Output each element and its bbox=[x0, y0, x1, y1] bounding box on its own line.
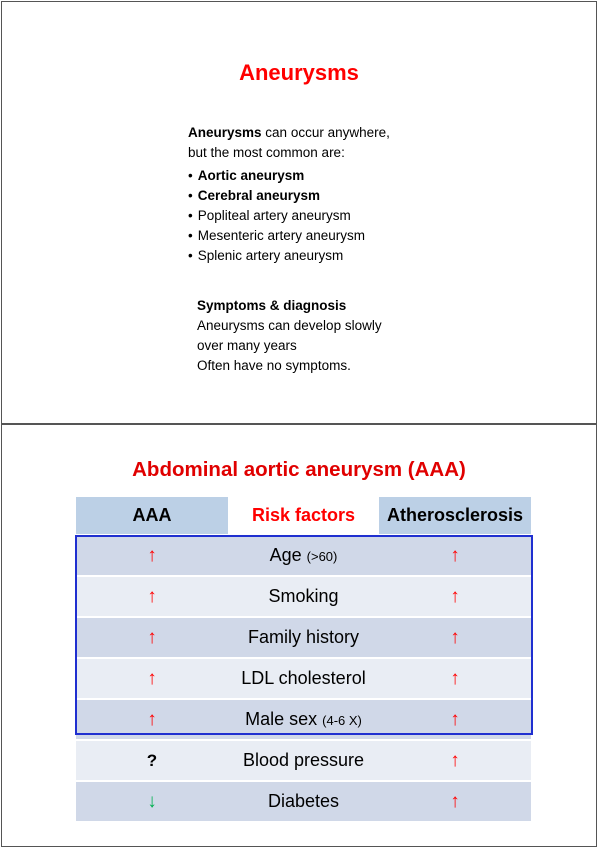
aaa-cell bbox=[76, 617, 228, 658]
table-row bbox=[76, 740, 531, 781]
slide-aneurysms bbox=[1, 1, 597, 424]
aneurysm-types-list bbox=[188, 166, 365, 266]
atherosclerosis-cell bbox=[379, 617, 531, 658]
intro-rest: can occur anywhere, bbox=[261, 125, 390, 140]
risk-factor-rows bbox=[76, 535, 531, 821]
slide-title: Abdominal aortic aneurysm (AAA) bbox=[132, 458, 466, 481]
atherosclerosis-cell bbox=[379, 781, 531, 821]
intro-line-2: but the most common are: bbox=[188, 145, 345, 160]
risk-factor-label: Age bbox=[269, 545, 302, 565]
atherosclerosis-cell bbox=[379, 535, 531, 576]
risk-factor-cell bbox=[228, 658, 379, 699]
header-risk-factors: Risk factors bbox=[228, 497, 379, 535]
symptoms-line-3: Often have no symptoms. bbox=[197, 358, 351, 373]
risk-factor-cell bbox=[228, 699, 379, 740]
atherosclerosis-cell bbox=[379, 576, 531, 617]
risk-factor-note: (4-6 X) bbox=[322, 713, 362, 728]
risk-factor-label: Diabetes bbox=[267, 791, 340, 811]
arrow-up-icon: ↑ bbox=[147, 544, 157, 566]
risk-factor-cell bbox=[228, 740, 379, 781]
aaa-cell bbox=[76, 781, 228, 821]
risk-factor-label: Smoking bbox=[268, 586, 339, 606]
risk-factor-note: (>60) bbox=[306, 549, 338, 564]
aaa-cell bbox=[76, 740, 228, 781]
arrow-up-icon: ↑ bbox=[450, 790, 460, 812]
risk-factor-label: LDL cholesterol bbox=[241, 668, 366, 688]
risk-factor-table bbox=[76, 497, 531, 821]
symptoms-heading: Symptoms & diagnosis bbox=[197, 298, 347, 313]
table-row bbox=[76, 617, 531, 658]
list-item bbox=[188, 206, 365, 226]
list-item bbox=[188, 246, 365, 266]
intro-text bbox=[188, 123, 448, 163]
aaa-cell bbox=[76, 699, 228, 740]
list-item-label: Popliteal artery aneurysm bbox=[197, 208, 351, 223]
table-row bbox=[76, 658, 531, 699]
intro-bold-term: Aneurysms bbox=[188, 125, 262, 140]
table-row bbox=[76, 576, 531, 617]
list-item bbox=[188, 166, 365, 186]
atherosclerosis-cell bbox=[379, 740, 531, 781]
list-item-label: Aortic aneurysm bbox=[197, 168, 305, 183]
table-row bbox=[76, 535, 531, 576]
atherosclerosis-cell bbox=[379, 658, 531, 699]
risk-factor-label: Male sex bbox=[245, 709, 318, 729]
risk-factor-cell bbox=[228, 617, 379, 658]
symptoms-section bbox=[197, 296, 457, 376]
arrow-up-icon: ↑ bbox=[450, 749, 460, 771]
list-item-label: Cerebral aneurysm bbox=[197, 188, 321, 203]
aaa-cell bbox=[76, 535, 228, 576]
table-header-row bbox=[76, 497, 531, 535]
symptoms-line-1: Aneurysms can develop slowly bbox=[197, 318, 382, 333]
header-aaa: AAA bbox=[76, 497, 228, 535]
slide-title: Aneurysms bbox=[239, 60, 359, 85]
arrow-up-icon: ↑ bbox=[450, 544, 460, 566]
arrow-up-icon: ↑ bbox=[450, 585, 460, 607]
list-item bbox=[188, 226, 365, 246]
list-item-label: Splenic artery aneurysm bbox=[197, 248, 344, 263]
symptoms-line-2: over many years bbox=[197, 338, 297, 353]
arrow-up-icon: ↑ bbox=[450, 626, 460, 648]
arrow-down-icon: ↓ bbox=[147, 790, 157, 812]
aaa-cell bbox=[76, 576, 228, 617]
arrow-up-icon: ↑ bbox=[450, 708, 460, 730]
risk-factor-cell bbox=[228, 535, 379, 576]
list-item-label: Mesenteric artery aneurysm bbox=[197, 228, 366, 243]
arrow-up-icon: ↑ bbox=[147, 708, 157, 730]
arrow-up-icon: ↑ bbox=[450, 667, 460, 689]
atherosclerosis-cell bbox=[379, 699, 531, 740]
risk-factor-label: Blood pressure bbox=[242, 750, 365, 770]
slide-aaa-risk-factors bbox=[1, 424, 597, 847]
arrow-up-icon: ↑ bbox=[147, 585, 157, 607]
risk-factor-cell bbox=[228, 576, 379, 617]
header-atherosclerosis: Atherosclerosis bbox=[379, 497, 531, 535]
list-item bbox=[188, 186, 365, 206]
risk-factor-cell bbox=[228, 781, 379, 821]
table-row bbox=[76, 699, 531, 740]
arrow-up-icon: ↑ bbox=[147, 667, 157, 689]
risk-factor-label: Family history bbox=[247, 627, 359, 647]
arrow-up-icon: ↑ bbox=[147, 626, 157, 648]
aaa-cell bbox=[76, 658, 228, 699]
table-row bbox=[76, 781, 531, 821]
question-mark: ? bbox=[146, 751, 158, 770]
